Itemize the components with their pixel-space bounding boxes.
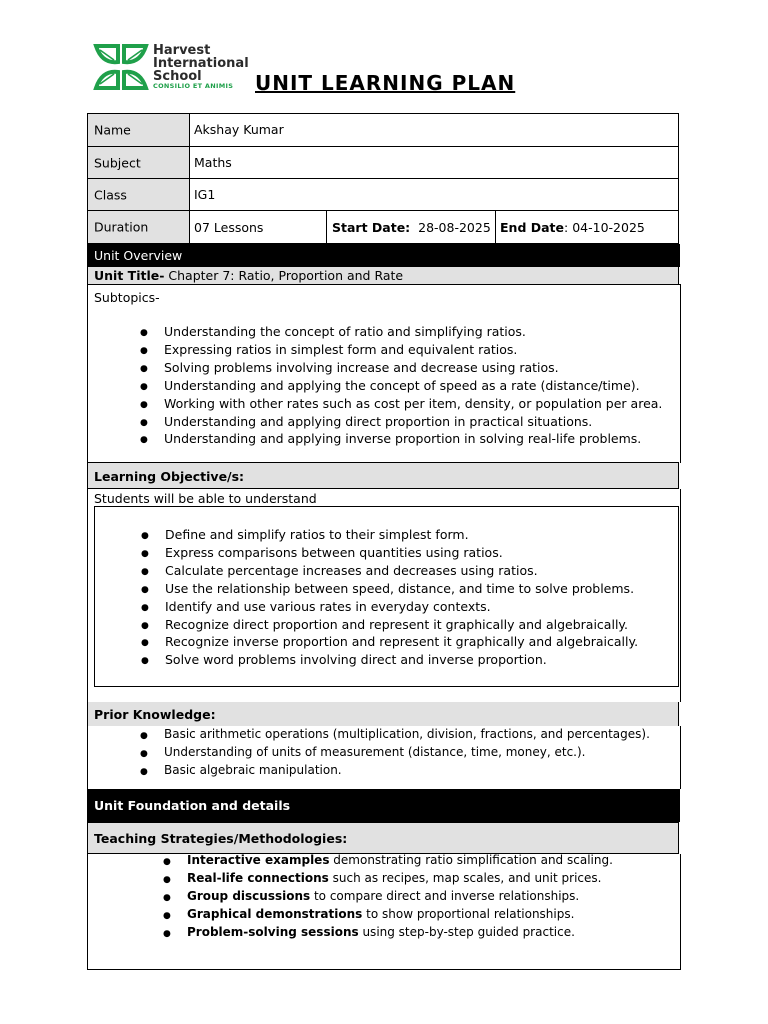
class-row [87,178,679,211]
duration-row [87,210,679,244]
objectives-list [165,526,638,669]
list-item: ● Group discussions to compare direct and inverse relationships. [187,888,613,906]
name-value: Akshay Kumar [194,122,284,137]
list-item: ● Express comparisons between quantities using ratios. [165,544,638,562]
subject-value: Maths [194,155,232,170]
subject-label-cell: Subject [88,147,189,178]
unit-overview-heading: Unit Overview [87,244,680,267]
start-date: Start Date: 28-08-2025 [332,220,491,235]
subtopics-list [164,323,662,448]
list-item: ● Working with other rates such as cost per item, density, or population per area. [164,395,662,413]
prior-list [164,726,650,780]
list-item: ● Recognize inverse proportion and represent it graphically and algebraically. [165,633,638,651]
strategies-section [87,854,681,970]
list-item: ● Problem-solving sessions using step-by-step guided practice. [187,924,613,942]
class-value: IG1 [194,187,216,202]
list-item: ● Basic algebraic manipulation. [164,762,650,780]
unit-title-row: Unit Title- Chapter 7: Ratio, Proportion and Rate [87,267,679,284]
name-label-cell: Name [88,114,189,146]
class-label-cell: Class [88,179,189,210]
strategies-list [187,852,613,942]
duration-label-cell: Duration [88,211,189,243]
list-item: ● Interactive examples demonstrating ratio simplification and scaling. [187,852,613,870]
list-item: ● Understanding and applying direct proportion in practical situations. [164,413,662,431]
list-item: ● Basic arithmetic operations (multiplication, division, fractions, and percentages). [164,726,650,744]
prior-knowledge-section [87,726,681,789]
list-item: ● Understanding of units of measurement (distance, time, money, etc.). [164,744,650,762]
list-item: ● Use the relationship between speed, distance, and time to solve problems. [165,580,638,598]
subject-row [87,146,679,179]
list-item: ● Recognize direct proportion and represent it graphically and algebraically. [165,616,638,634]
school-logo [92,42,150,92]
objectives-box [94,506,679,687]
subtopics-label: Subtopics- [94,290,160,305]
subtopics-section [87,284,681,463]
list-item: ● Identify and use various rates in everyday contexts. [165,598,638,616]
list-item: ● Solving problems involving increase and decrease using ratios. [164,359,662,377]
learning-objectives-heading: Learning Objective/s: [87,462,679,489]
school-motto: CONSILIO ET ANIMIS [153,82,234,90]
list-item: ● Graphical demonstrations to show proportional relationships. [187,906,613,924]
name-row [87,113,679,147]
teaching-strategies-heading: Teaching Strategies/Methodologies: [87,822,679,854]
list-item: ● Calculate percentage increases and decreases using ratios. [165,562,638,580]
school-name: Harvest International School [153,43,249,84]
prior-knowledge-heading: Prior Knowledge: [87,702,679,726]
duration-value: 07 Lessons [194,220,264,235]
end-date: End Date: 04-10-2025 [500,220,645,235]
page-title: UNIT LEARNING PLAN [255,71,516,95]
list-item: ● Understanding and applying the concept of speed as a rate (distance/time). [164,377,662,395]
list-item: ● Solve word problems involving direct and inverse proportion. [165,651,638,669]
unit-foundation-heading: Unit Foundation and details [87,789,680,822]
list-item: ● Understanding and applying inverse proportion in solving real-life problems. [164,430,662,448]
objectives-intro: Students will be able to understand [94,491,317,506]
list-item: ● Expressing ratios in simplest form and equivalent ratios. [164,341,662,359]
list-item: ● Define and simplify ratios to their simplest form. [165,526,638,544]
list-item: ● Real-life connections such as recipes, map scales, and unit prices. [187,870,613,888]
list-item: ● Understanding the concept of ratio and simplifying ratios. [164,323,662,341]
objectives-section [87,489,681,702]
